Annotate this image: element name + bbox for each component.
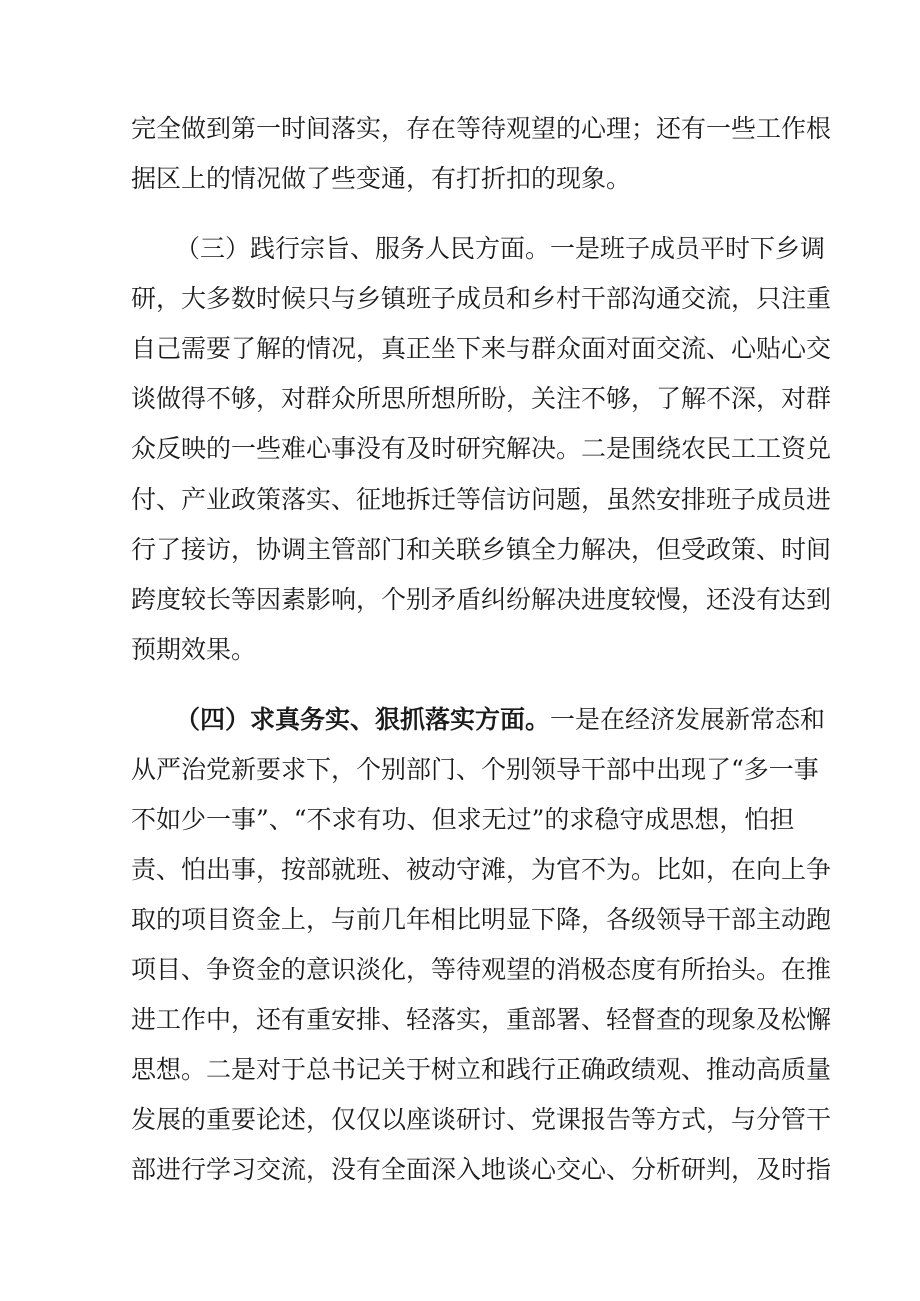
text-line: 谈做得不够，对群众所思所想所盼，关注不够，了解不深，对群 xyxy=(131,384,832,413)
text-line xyxy=(175,705,826,735)
text-line: 据区上的情况做了些变通，有打折扣的现象。 xyxy=(131,164,632,193)
text-line: 跨度较长等因素影响，个别矛盾纠纷解决进度较慢，还没有达到 xyxy=(131,585,832,614)
text-line: 行了接访，协调主管部门和关联乡镇全力解决，但受政策、时间 xyxy=(131,535,832,564)
text-line: 发展的重要论述，仅仅以座谈研讨、党课报告等方式，与分管干 xyxy=(131,1105,832,1134)
text-line: 责、怕出事，按部就班、被动守滩，为官不为。比如，在向上争 xyxy=(131,855,832,884)
text-line: 完全做到第一时间落实，存在等待观望的心理；还有一些工作根 xyxy=(131,114,832,143)
text-line: （三）践行宗旨、服务人民方面。一是班子成员平时下乡调 xyxy=(175,234,826,263)
section-heading: （四）求真务实、狠抓落实方面。 xyxy=(175,705,551,734)
text-line: 部进行学习交流，没有全面深入地谈心交心、分析研判，及时指 xyxy=(131,1155,832,1184)
text-line: 进工作中，还有重安排、轻落实，重部署、轻督查的现象及松懈 xyxy=(131,1005,832,1034)
text-line: 从严治党新要求下，个别部门、个别领导干部中出现了“多一事 xyxy=(131,755,819,784)
text-line: 预期效果。 xyxy=(131,635,257,664)
text-line: 思想。二是对于总书记关于树立和践行正确政绩观、推动高质量 xyxy=(131,1055,832,1084)
text-line: 研，大多数时候只与乡镇班子成员和乡村干部沟通交流，只注重 xyxy=(131,284,832,313)
text-span: 一是在经济发展新常态和 xyxy=(550,705,826,734)
text-line: 取的项目资金上，与前几年相比明显下降，各级领导干部主动跑 xyxy=(131,905,832,934)
text-line: 付、产业政策落实、征地拆迁等信访问题，虽然安排班子成员进 xyxy=(131,485,832,514)
text-line: 众反映的一些难心事没有及时研究解决。二是围绕农民工工资兑 xyxy=(131,434,832,463)
text-line: 项目、争资金的意识淡化，等待观望的消极态度有所抬头。在推 xyxy=(131,955,832,984)
text-line: 不如少一事”、“不求有功、但求无过”的求稳守成思想，怕担 xyxy=(131,805,795,834)
text-line: 自己需要了解的情况，真正坐下来与群众面对面交流、心贴心交 xyxy=(131,334,832,363)
